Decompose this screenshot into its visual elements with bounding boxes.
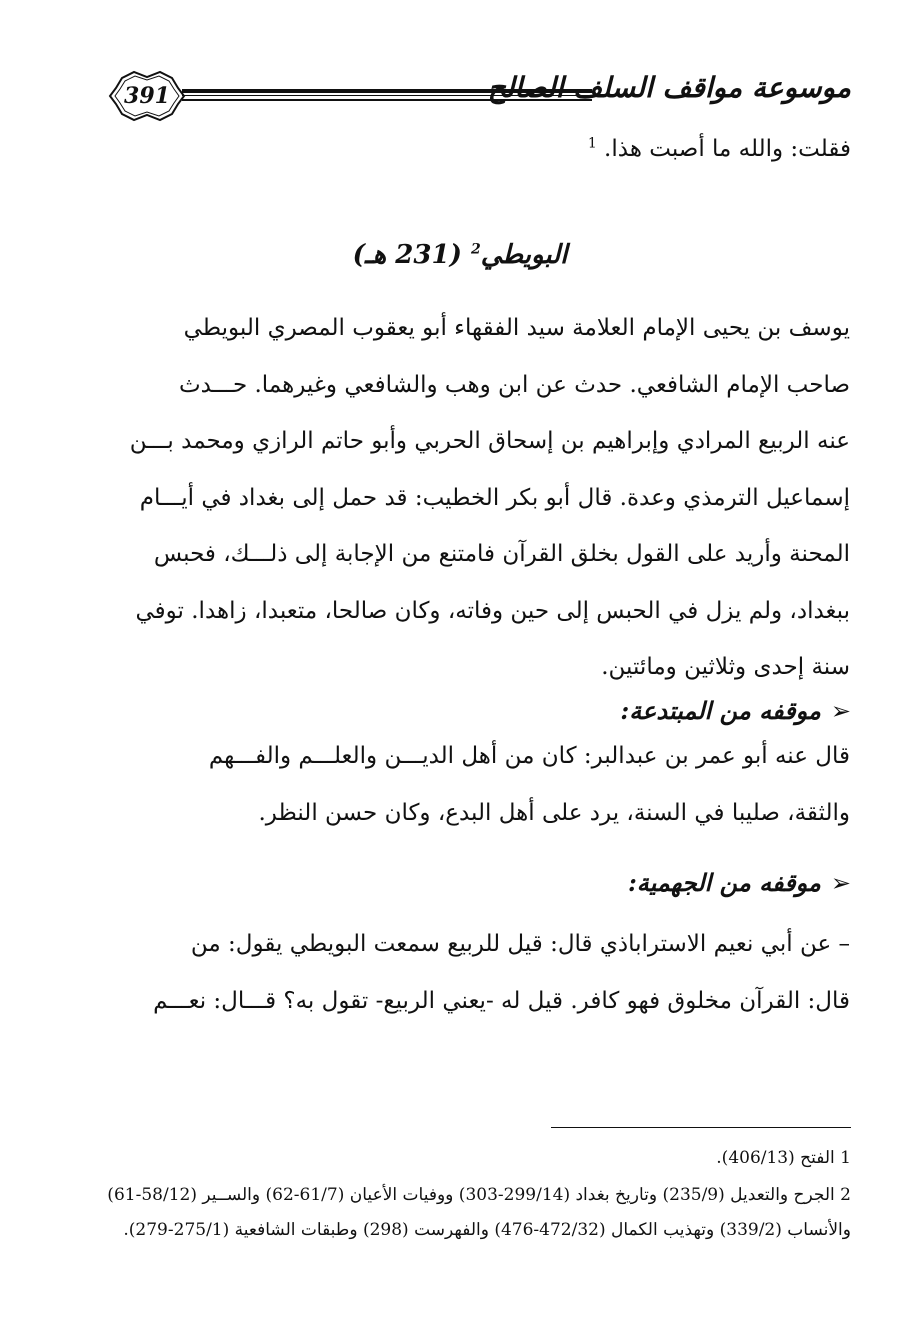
biography-line: صاحب الإمام الشافعي. حدث عن ابن وهب والشافعي وغيرهما. حـــدث bbox=[179, 371, 850, 398]
opening-text: فقلت: والله ما أصبت هذا. bbox=[604, 136, 851, 162]
biography-paragraph bbox=[105, 300, 850, 696]
subsection-heading-text: موقفه من الجهمية: bbox=[627, 868, 821, 897]
section-title-name: البويطي bbox=[480, 240, 568, 270]
running-title: موسوعة مواقف السلف الصالح bbox=[487, 71, 851, 104]
subsection-heading-jahmiyya bbox=[628, 868, 851, 897]
subsection-paragraph-jahmiyya bbox=[105, 916, 850, 1029]
biography-line: سنة إحدى وثلاثين ومائتين. bbox=[601, 654, 850, 680]
biography-line: إسماعيل الترمذي وعدة. قال أبو بكر الخطيب: قد حمل إلى بغداد في أيـــام bbox=[139, 484, 850, 511]
biography-line: المحنة وأريد على القول بخلق القرآن فامتنع من الإجابة إلى ذلـــك، فحبس bbox=[153, 541, 850, 567]
arrow-bullet-icon: ➢ bbox=[830, 869, 851, 897]
footnote-rule bbox=[551, 1127, 851, 1128]
paragraph-line: قال عنه أبو عمر بن عبدالبر: كان من أهل الديـــن والعلـــم والفـــهم bbox=[208, 743, 850, 769]
footnote-1: 1 الفتح (406/13). bbox=[716, 1148, 851, 1168]
paragraph-line: والثقة، صليبا في السنة، يرد على أهل البدع، وكان حسن النظر. bbox=[258, 799, 850, 826]
paragraph-line: – عن أبي نعيم الاستراباذي قال: قيل للربيع سمعت البويطي يقول: من bbox=[190, 931, 850, 957]
paragraph-line: قال: القرآن مخلوق فهو كافر. قيل له -يعني الربيع- تقول به؟ قـــال: نعـــم bbox=[153, 987, 850, 1014]
subsection-heading-text: موقفه من المبتدعة: bbox=[620, 696, 821, 725]
page-number: 391 bbox=[124, 83, 170, 109]
opening-line bbox=[588, 136, 851, 162]
footnote-2-continued: والأنساب (339/2) وتهذيب الكمال (472/32-476) والفهرست (298) وطبقات الشافعية (275/1-279). bbox=[123, 1220, 851, 1240]
subsection-paragraph-innovators bbox=[105, 728, 850, 841]
footnote-ref-1: 1 bbox=[587, 135, 597, 152]
section-title-date: (231 هـ) bbox=[352, 240, 462, 270]
section-title bbox=[300, 240, 620, 270]
page-number-badge bbox=[108, 68, 186, 124]
biography-line: ببغداد، ولم يزل في الحبس إلى حين وفاته، وكان صالحا، متعبدا، زاهدا. توفي bbox=[135, 597, 850, 624]
subsection-heading-innovators bbox=[620, 696, 851, 725]
footnote-ref-2: 2 bbox=[470, 241, 481, 258]
biography-line: يوسف بن يحيى الإمام العلامة سيد الفقهاء أبو يعقوب المصري البويطي bbox=[183, 315, 850, 341]
arrow-bullet-icon: ➢ bbox=[830, 697, 851, 725]
footnote-2: 2 الجرح والتعديل (235/9) وتاريخ بغداد (299/14-303) ووفيات الأعيان (61/7-62) والســير (58/12-61) bbox=[107, 1185, 851, 1205]
biography-line: عنه الربيع المرادي وإبراهيم بن إسحاق الحربي وأبو حاتم الرازي ومحمد بـــن bbox=[129, 428, 850, 454]
